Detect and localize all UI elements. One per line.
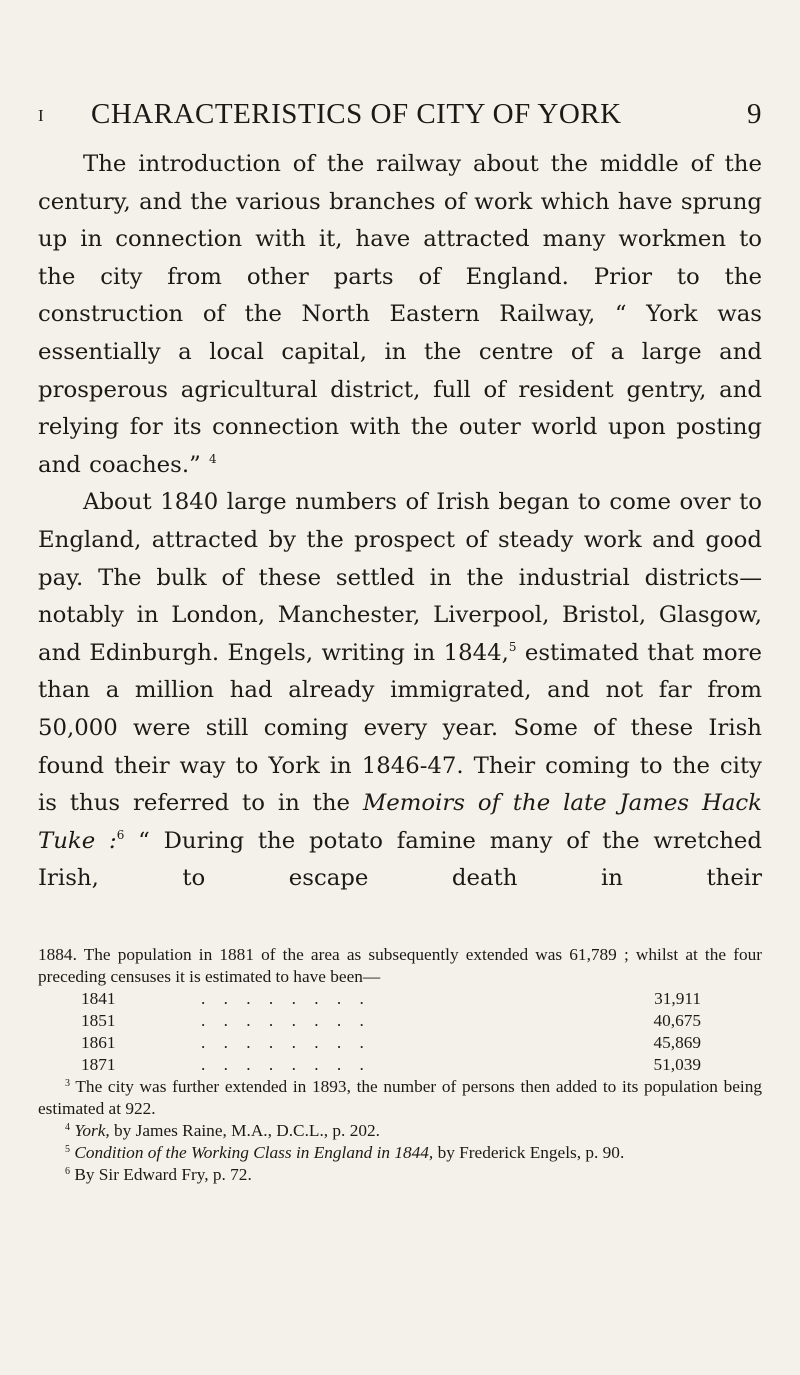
footnotes <box>38 944 762 1186</box>
census-year: 1861 <box>81 1033 116 1052</box>
paragraph-2 <box>38 484 762 898</box>
table-row <box>81 988 701 1010</box>
leader-dots: . . . . . . . . <box>201 989 371 1008</box>
leader-dots: . . . . . . . . <box>201 1011 371 1030</box>
footnote-6 <box>38 1164 762 1186</box>
table-row <box>81 1032 701 1054</box>
footnote-5-title: Condition of the Working Class in England in 1844, <box>70 1143 434 1162</box>
footnote-6-text: By Sir Edward Fry, p. 72. <box>70 1165 252 1184</box>
footnote-5 <box>38 1142 762 1164</box>
table-row <box>81 1054 701 1076</box>
population-value: 31,911 <box>654 989 701 1008</box>
paragraph-2-text-b: estimated that more than a million had already immigrated, and not far from 50,000 were still coming every year. Some of these Irish found their way to York in 1846-47. Their coming to the city is thus referred to in the <box>38 639 762 817</box>
footnote-continuation: 1884. The population in 1881 of the area as subsequently extended was 61,789 ; whilst at the four preceding censuses it is estimated to have been— <box>38 945 762 986</box>
page-number: 9 <box>747 98 762 130</box>
body-text <box>38 146 762 898</box>
chapter-number: I <box>38 106 45 125</box>
footnote-mark-3: 3 <box>65 1078 70 1089</box>
paragraph-2-text-a: About 1840 large numbers of Irish began to come over to England, attracted by the prospect of steady work and good pay. The bulk of these settled in the industrial districts—notably in London, Manchester, Liverpool, Bristol, Glasgow, and Edinburgh. Engels, writing in 1844, <box>38 489 762 666</box>
paragraph-2-text-c: “ During the potato famine many of the wretched Irish, to escape death in their <box>38 827 762 892</box>
footnote-4-text: by James Raine, M.A., D.C.L., p. 202. <box>109 1121 380 1140</box>
footnote-5-text: by Frederick Engels, p. 90. <box>433 1143 625 1162</box>
memoirs-title: Memoirs of the late James Hack Tuke : <box>38 790 762 854</box>
leader-dots: . . . . . . . . <box>201 1033 371 1052</box>
table-row <box>81 1010 701 1032</box>
population-value: 51,039 <box>653 1055 701 1074</box>
footnote-3 <box>38 1076 762 1120</box>
footnote-3-text: The city was further extended in 1893, the number of persons then added to its population being estimated at 922. <box>38 1077 762 1118</box>
population-value: 45,869 <box>653 1033 701 1052</box>
population-table <box>81 988 701 1076</box>
footnote-mark-5: 5 <box>65 1144 70 1155</box>
footnote-mark-4: 4 <box>65 1122 70 1133</box>
footnote-mark-6: 6 <box>65 1166 70 1177</box>
footnote-ref-4: 4 <box>209 451 217 466</box>
footnote-ref-5: 5 <box>508 639 517 654</box>
paragraph-1 <box>38 146 762 484</box>
footnote-4-title: York, <box>70 1121 110 1140</box>
census-year: 1851 <box>81 1011 116 1030</box>
population-value: 40,675 <box>653 1011 701 1030</box>
leader-dots: . . . . . . . . <box>201 1055 371 1074</box>
running-title: CHARACTERISTICS OF CITY OF YORK <box>91 98 622 130</box>
footnote-ref-6: 6 <box>116 827 125 842</box>
census-year: 1841 <box>81 989 116 1008</box>
paragraph-1-text: The introduction of the railway about the middle of the century, and the various branches of work which have sprung up in connection with it, have attracted many workmen to the city from other parts of England. Prior to the construction of the North Eastern Railway, “ York was essentially a local capital, in the centre of a large and prosperous agricultural district, full of resident gentry, and relying for its connection with the outer world upon posting and coaches.” <box>38 151 762 478</box>
census-year: 1871 <box>81 1055 116 1074</box>
running-header <box>38 98 762 138</box>
footnote-4 <box>38 1120 762 1142</box>
